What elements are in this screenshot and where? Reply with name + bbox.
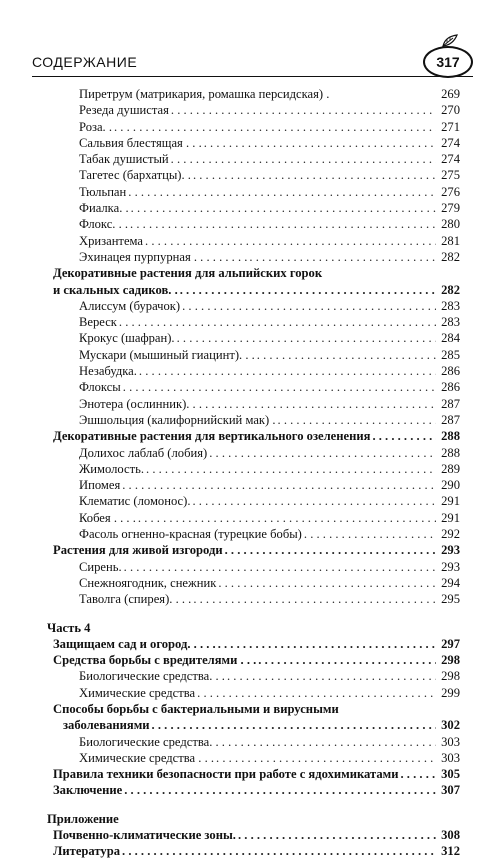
toc-dot-leader	[152, 717, 436, 733]
toc-entry[interactable]	[47, 330, 460, 346]
toc-entry-title: Фиалка. .	[79, 201, 129, 216]
toc-dot-leader	[257, 347, 436, 363]
toc-entry[interactable]	[47, 184, 460, 200]
toc-entry-title: Химические средства	[79, 685, 196, 700]
toc-entry-title: Растения для живой изгороди	[53, 543, 223, 558]
toc-entry[interactable]	[47, 102, 460, 118]
toc-entry[interactable]	[47, 559, 460, 575]
toc-dot-leader	[204, 135, 436, 151]
page-header	[32, 40, 473, 78]
toc-entry[interactable]	[47, 477, 460, 493]
toc-entry-title: Правила техники безопасности при работе с ядохимикатами	[53, 767, 399, 782]
toc-entry-page: 291	[441, 510, 460, 525]
toc-dot-leader	[119, 314, 436, 330]
toc-entry-title: и скальных садиков. .	[53, 282, 178, 297]
toc-entry-page: 305	[441, 767, 460, 782]
toc-entry[interactable]	[47, 314, 460, 330]
toc-dot-leader	[193, 493, 437, 509]
toc-entry[interactable]	[47, 119, 460, 135]
toc-entry-title: Декоративные растения для вертикального озеленения	[53, 429, 371, 444]
toc-entry-page: 280	[441, 217, 460, 232]
toc-entry-title: Мускари (мышиный гиацинт). . .	[79, 347, 255, 362]
toc-entry-page: 269	[441, 87, 460, 101]
toc-entry[interactable]	[47, 412, 460, 428]
toc-entry-title: Хризантема	[79, 233, 144, 248]
toc-entry[interactable]	[47, 233, 460, 249]
toc-entry-page: 284	[441, 331, 460, 346]
toc-dot-leader	[122, 477, 436, 493]
toc-dot-leader	[114, 119, 436, 135]
toc-entry-page: 275	[441, 168, 460, 183]
toc-entry[interactable]	[47, 298, 460, 314]
toc-entry-title: Тагетес (бархатцы). .	[79, 168, 191, 183]
toc-entry-title: Снежноягодник, снежник	[79, 575, 217, 590]
toc-entry-title: Средства борьбы с вредителями . . .	[53, 653, 257, 668]
toc-dot-leader	[258, 652, 436, 668]
toc-entry[interactable]	[47, 461, 460, 477]
section-gap	[47, 608, 460, 620]
toc-entry-title: Роза. .	[79, 119, 112, 134]
toc-entry[interactable]	[47, 811, 460, 827]
toc-entry-page: 293	[441, 559, 460, 574]
toc-entry-page: 286	[441, 364, 460, 379]
toc-entry-title: Жимолость.	[79, 461, 145, 476]
toc-entry[interactable]	[47, 379, 460, 395]
toc-entry-title: Таволга (спирея). . . .	[79, 592, 192, 607]
toc-entry[interactable]	[47, 766, 460, 782]
toc-entry-page: 308	[441, 828, 460, 843]
toc-entry-page: 274	[441, 135, 460, 150]
toc-entry[interactable]	[47, 135, 460, 151]
toc-entry-page: 293	[441, 543, 460, 558]
toc-entry-title: Флокс. . .	[79, 217, 129, 232]
toc-entry-page: 286	[441, 380, 460, 395]
toc-entry[interactable]	[47, 827, 460, 843]
toc-entry[interactable]	[47, 542, 460, 558]
toc-dot-leader	[124, 559, 436, 575]
toc-entry-title: Флоксы	[79, 380, 121, 395]
toc-dot-leader	[277, 734, 436, 750]
toc-entry[interactable]	[47, 843, 460, 859]
page-number: 317	[436, 54, 460, 70]
toc-entry-title: Приложение	[47, 811, 119, 826]
toc-entry[interactable]	[47, 86, 460, 102]
toc-entry[interactable]	[47, 167, 460, 183]
toc-entry-title: Заключение	[53, 783, 123, 798]
toc-entry[interactable]	[47, 347, 460, 363]
toc-entry-title: Вереск	[79, 315, 117, 330]
toc-entry[interactable]	[47, 591, 460, 607]
toc-entry-page: 289	[441, 461, 460, 476]
toc-dot-leader	[278, 412, 436, 428]
toc-entry-title: Резеда душистая	[79, 103, 169, 118]
toc-entry-title: Биологические средства. . .	[79, 669, 225, 684]
section-gap	[47, 799, 460, 811]
toc-entry-page: 271	[441, 119, 460, 134]
toc-entry[interactable]	[47, 636, 460, 652]
toc-entry-page: 302	[441, 718, 460, 733]
toc-dot-leader	[304, 526, 436, 542]
toc-entry[interactable]	[47, 668, 460, 684]
toc-entry-page: 303	[441, 750, 460, 765]
toc-entry[interactable]	[47, 575, 460, 591]
toc-dot-leader	[216, 750, 436, 766]
toc-entry-title: Способы борьбы с бактериальными и вирусными	[53, 701, 339, 716]
toc-entry-page: 312	[441, 844, 460, 859]
toc-entry-page: 287	[441, 396, 460, 411]
toc-entry-title: Незабудка.	[79, 364, 137, 379]
toc-entry-page: 279	[441, 201, 460, 216]
toc-entry[interactable]	[47, 396, 460, 412]
toc-dot-leader	[171, 151, 436, 167]
toc-entry-title: Тюльпан	[79, 184, 127, 199]
toc-dot-leader	[124, 782, 436, 798]
toc-dot-leader	[372, 428, 436, 444]
toc-entry[interactable]	[47, 652, 460, 668]
toc-entry-page: 283	[441, 298, 460, 313]
toc-entry-title: Эшшольция (калифорнийский мак) .	[79, 412, 276, 427]
toc-entry-title: Часть 4	[47, 620, 91, 635]
toc-entry-page: 290	[441, 478, 460, 493]
toc-dot-leader	[229, 396, 436, 412]
toc-entry-page: 297	[441, 636, 460, 651]
toc-entry-title: Литература	[53, 844, 121, 859]
toc-entry-title: Эхинацея пурпурная . . . . . . . . .	[79, 249, 248, 264]
toc-dot-leader	[238, 827, 436, 843]
toc-entry-page: 288	[441, 445, 460, 460]
toc-entry-page: 294	[441, 575, 460, 590]
toc-entry-page: 282	[441, 249, 460, 264]
toc-entry-title: Защищаем сад и огород. . . . .	[53, 636, 216, 651]
toc-entry-title: Долихос лаблаб (лобия)	[79, 445, 208, 460]
toc-entry[interactable]	[47, 282, 460, 298]
page-number-badge	[423, 46, 473, 78]
toc-dot-leader	[225, 542, 436, 558]
toc-entry-title: Фасоль огненно-красная (турецкие бобы)	[79, 527, 302, 542]
toc-entry[interactable]	[47, 734, 460, 750]
toc-entry-page: 281	[441, 233, 460, 248]
toc-entry[interactable]	[47, 510, 460, 526]
toc-dot-leader	[193, 167, 436, 183]
toc-entry[interactable]	[47, 717, 460, 733]
toc-entry-page: 291	[441, 494, 460, 509]
running-head: СОДЕРЖАНИЕ	[32, 54, 138, 70]
toc-entry[interactable]	[47, 701, 460, 717]
toc-dot-leader	[122, 843, 436, 859]
toc-entry-title: Декоративные растения для альпийских горок	[53, 266, 323, 281]
toc-entry-title: заболеваниями	[63, 718, 150, 733]
toc-dot-leader	[130, 216, 436, 232]
toc-entry-page: 270	[441, 103, 460, 118]
toc-entry-title: Сирень.	[79, 559, 122, 574]
toc-entry[interactable]	[47, 526, 460, 542]
toc-dot-leader	[138, 510, 436, 526]
toc-entry[interactable]	[47, 782, 460, 798]
toc-entry-title: Крокус (шафран).	[79, 331, 175, 346]
toc-dot-leader	[182, 298, 436, 314]
toc-entry[interactable]	[47, 363, 460, 379]
toc-entry-title: Пиретрум (матрикария, ромашка персидская) .	[79, 87, 330, 101]
toc-entry-title: Биологические средства. . . . . . . . . . .	[79, 734, 276, 749]
toc-dot-leader	[249, 249, 436, 265]
toc-entry[interactable]	[47, 200, 460, 216]
toc-entry-page: 287	[441, 412, 460, 427]
toc-entry-page: 283	[441, 315, 460, 330]
toc-entry-page: 274	[441, 152, 460, 167]
toc-dot-leader	[131, 200, 436, 216]
toc-entry-page: 298	[441, 669, 460, 684]
toc-dot-leader	[227, 668, 436, 684]
toc-dot-leader	[123, 379, 436, 395]
toc-entry-page: 285	[441, 347, 460, 362]
toc-entry[interactable]	[47, 750, 460, 766]
toc-entry-page: 299	[441, 685, 460, 700]
toc-dot-leader	[171, 102, 436, 118]
toc-dot-leader	[193, 591, 436, 607]
toc-entry[interactable]	[47, 685, 460, 701]
toc-entry-page: 298	[441, 653, 460, 668]
toc-dot-leader	[177, 330, 436, 346]
toc-entry-page: 282	[441, 282, 460, 297]
toc-entry-page: 292	[441, 527, 460, 542]
toc-entry-title: Почвенно-климатические зоны.	[53, 828, 236, 843]
toc-entry-title: Ипомея	[79, 478, 121, 493]
toc-entry[interactable]	[47, 493, 460, 509]
toc-entry-title: Сальвия блестящая . . .	[79, 135, 202, 150]
toc-entry-title: Энотера (ослинник). . . . . . .	[79, 396, 228, 411]
toc-entry-page: 276	[441, 184, 460, 199]
toc-entry-title: Табак душистый	[79, 152, 169, 167]
toc-entry[interactable]	[47, 249, 460, 265]
toc-entry-title: Алиссум (бурачок)	[79, 298, 181, 313]
toc-entry[interactable]	[47, 620, 460, 636]
toc-entry[interactable]	[47, 428, 460, 444]
toc-entry-page: 288	[441, 429, 460, 444]
toc-entry-page: 307	[441, 783, 460, 798]
toc-entry-title: Клематис (ломонос).	[79, 494, 191, 509]
toc-dot-leader	[128, 184, 436, 200]
toc-dot-leader	[218, 636, 436, 652]
toc-dot-leader	[180, 282, 436, 298]
toc-entry-title: Кобея . . . .	[79, 510, 136, 525]
toc-dot-leader	[145, 233, 436, 249]
toc-dot-leader	[209, 445, 436, 461]
toc-dot-leader	[197, 685, 436, 701]
toc-entry[interactable]	[47, 265, 460, 281]
toc-entry-title: Химические средства . . .	[79, 750, 215, 765]
toc-dot-leader	[401, 766, 437, 782]
toc-dot-leader	[146, 461, 436, 477]
table-of-contents	[47, 86, 460, 860]
toc-entry-page: 295	[441, 592, 460, 607]
toc-entry[interactable]	[47, 445, 460, 461]
toc-dot-leader	[218, 575, 436, 591]
toc-entry[interactable]	[47, 216, 460, 232]
toc-dot-leader	[139, 363, 436, 379]
header-rule	[32, 76, 473, 77]
toc-entry-page: 303	[441, 734, 460, 749]
toc-entry[interactable]	[47, 151, 460, 167]
